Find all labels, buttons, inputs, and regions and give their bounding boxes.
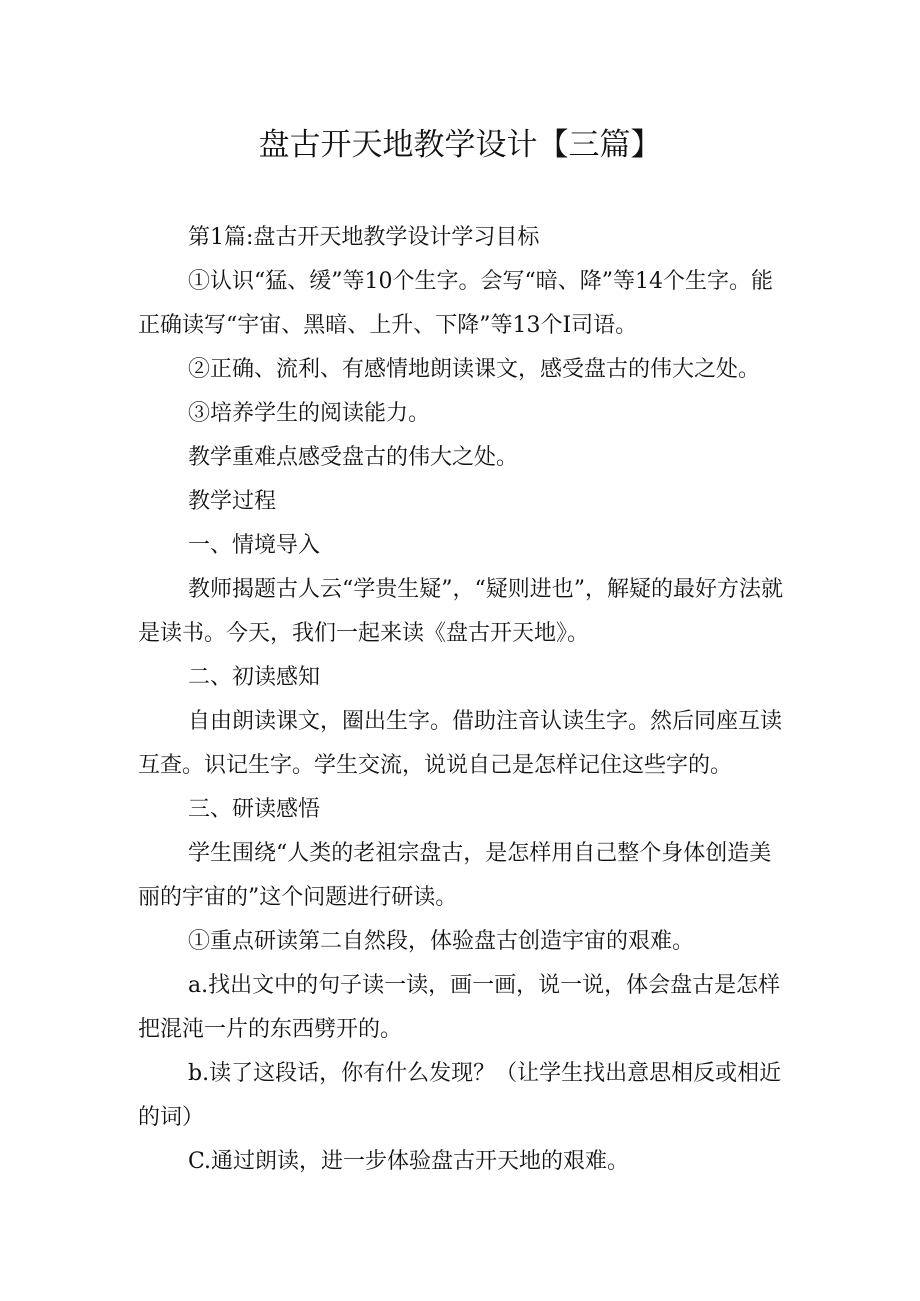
section-heading-2: 二、初读感知 (188, 665, 321, 690)
paragraph-goal-3: ③培养学生的阅读能力。 (188, 401, 431, 426)
paragraph-goal-2: ②正确、流利、有感情地朗读课文，感受盘古的伟大之处。 (188, 357, 761, 382)
section-heading-1: 一、情境导入 (188, 533, 321, 558)
paragraph-step-c: C.通过朗读，进一步体验盘古开天地的艰难。 (188, 1149, 630, 1174)
paragraph-first-reading: 自由朗读课文，圈出生字。借助注音认读生字。然后同座互读互查。识记生字。学生交流，说说自己是怎样记住这些字的。 (138, 709, 783, 778)
paragraph-goal-1: ①认识“猛、缓”等10个生字。会写“暗、降”等14个生字。能正确读写“宇宙、黑暗、上升、下降”等13个I司语。 (138, 269, 773, 338)
paragraph-process-heading: 教学过程 (188, 489, 277, 514)
paragraph-study-question: 学生围绕“人类的老祖宗盘古，是怎样用自己整个身体创造美丽的宇宙的”这个问题进行研读。 (138, 841, 772, 910)
paragraph-step-a: a.找出文中的句子读一读，画一画，说一说，体会盘古是怎样把混沌一片的东西劈开的。 (138, 973, 781, 1042)
paragraph-intro: 教师揭题古人云“学贵生疑”，“疑则进也”，解疑的最好方法就是读书。今天，我们一起来读《盘古开天地》。 (138, 577, 783, 646)
paragraph-key-points: 教学重难点感受盘古的伟大之处。 (188, 445, 519, 470)
document-title: 盘古开天地教学设计【三篇】 (258, 127, 662, 163)
paragraph-chapter-heading: 第1篇:盘古开天地教学设计学习目标 (188, 225, 540, 250)
document-body (138, 216, 788, 1184)
paragraph-focus-study: ①重点研读第二自然段，体验盘古创造宇宙的艰难。 (188, 929, 695, 954)
section-heading-3: 三、研读感悟 (188, 797, 321, 822)
paragraph-step-b: b.读了这段话，你有什么发现？（让学生找出意思相反或相近的词） (138, 1061, 782, 1130)
